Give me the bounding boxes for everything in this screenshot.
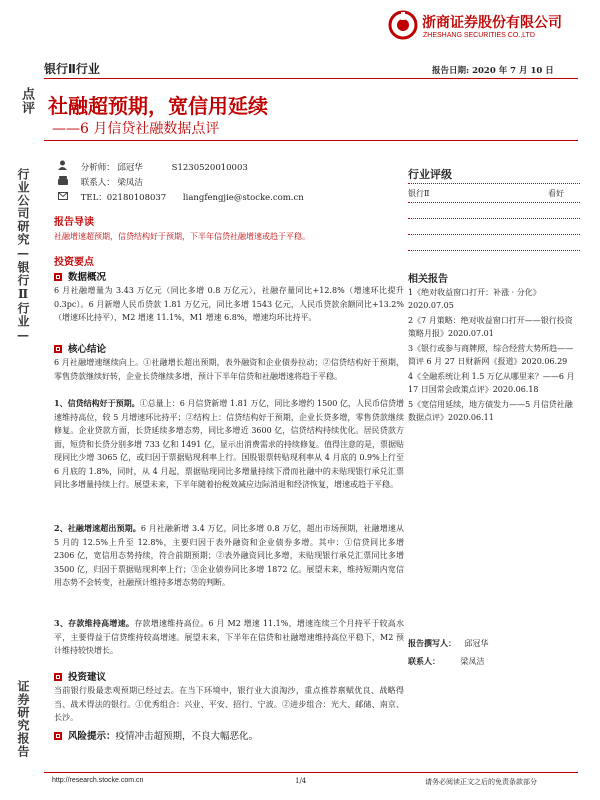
risk-text: 疫情冲击超预期，不良大幅恶化。 (115, 731, 259, 742)
industry-tag: 银行Ⅱ行业 (44, 62, 100, 76)
rating-rule (408, 202, 580, 203)
related-report-link[interactable]: 3《银行或参与商牌照，综合经营大势所趋——简评 6 月 27 日财新网《报道》2020.06.29 (408, 344, 574, 366)
email-link[interactable]: liangfengjie@stocke.com.cn (182, 193, 304, 203)
risk-row (54, 728, 404, 742)
related-list (408, 286, 580, 426)
guide-text: 社融增速超预期，信贷结构好于预期，下半年信贷社融增速或趋于平稳。 (54, 232, 310, 241)
page-subtitle: ——6 月信贷社融数据点评 (52, 121, 220, 137)
contact-role: 联系人： (80, 178, 115, 188)
tel-text: TEL：02180108037 (80, 193, 167, 203)
related-report-link[interactable]: 4《全融系统让利 1.5 万亿从哪里来？——6 月 17 日国常会政策点评》2020.06.18 (408, 372, 575, 394)
item3-paragraph (54, 617, 404, 658)
suggestion-text: 当前银行股最悲观预期已经过去。在当下环境中，银行业大浪淘沙，重点推荐禀赋优良、战略得当、战术得法的银行。①优秀组合：兴业、平安、招行、宁波。②进步组合：光大、邮储、南京、长沙。 (54, 686, 404, 722)
footer-disclaimer: 请务必阅读正文之后的免责条款部分 (425, 778, 537, 786)
person-icon (58, 160, 78, 176)
related-report-link[interactable]: 2《7 月策略：绝对收益窗口打开——银行投资策略月报》2020.07.01 (408, 316, 573, 338)
item2-paragraph (54, 522, 404, 590)
item1-paragraph (54, 397, 404, 492)
item1-lead: 1、信贷结构好于预期。 (54, 398, 140, 408)
suggestion-heading: 投资建议 (54, 669, 106, 683)
page-title: 社融超预期，宽信用延续 (48, 94, 268, 118)
related-heading: 相关报告 (408, 274, 448, 285)
square-bullet-icon (54, 673, 62, 681)
footer-rule (44, 772, 578, 773)
title-rule (44, 140, 578, 141)
tel-row (58, 191, 398, 206)
overview-heading: 数据概况 (54, 269, 106, 283)
rating-rule (408, 250, 580, 251)
contact-row (58, 176, 398, 191)
analyst-row (58, 160, 398, 176)
item1-text: ①总量上：6 月信贷新增 1.81 万亿，同比多增约 1500 亿，人民币信贷增速维持高位，较 5 月增速环比持平；②结构上：信贷结构好于预期，企业长贷多增，零售贷款继续修复。企业贷款方面，长贷延续多增态势，同比多增近 3600 亿，信贷结构持续优化。居民贷款方面，短贷和长贷分别多增 733 亿和 1491 亿，显示出消费需求的持续修复。值得注意的是，票据贴现同比少增 3065 亿，或归因于票据贴现利率上行。国股银票转贴现利率从 4 月底的 0.9%上行至 6 月底的 1.8%，同时，从 4 月起，票据贴现同比多增量持续下滑而社融中的未贴现银行承兑汇票同比多增量持续上行。展望未来，下半年随着抬税效减应边际消退和经济恢复，增速或趋于平稳。 (54, 399, 404, 489)
header-rule (44, 78, 578, 79)
item2-text: 6 月社融新增 3.4 万亿，同比多增 0.8 万亿，超出市场预期，社融增速从 5 月的 12.5%上升至 12.8%，主要归因于表外融资和企业债券多增。其中：①信贷同比多增 2306 亿，宽信用态势持续，符合前期预期；②表外融资同比多增，未贴现银行承兑汇票同比多增 3500 亿，归因于票据贴现利率上行；③企业债券同比多增 1872 亿。展望未来，维持短期内宽信用态势不会转变，社融预计维持多增态势的判断。 (54, 524, 404, 587)
item3-text: 存款增速维持高位。6 月 M2 增速 11.1%，增速连续三个月持平于较高水平，主要得益于信贷维持较高增速。展望未来，下半年在信贷和社融增速维持高位平稳下，M2 预计维持较快增长。 (54, 619, 404, 655)
analyst-block (58, 160, 398, 206)
company-name-cn: 浙商证券股份有限公司 (422, 15, 562, 31)
report-contact: 梁凤洁 (460, 657, 485, 666)
rating-rule (408, 218, 580, 219)
rating-label: 银行Ⅱ (408, 189, 430, 198)
overview-text: 6 月社融增量为 3.43 万亿元（同比多增 0.8 万亿元），社融存量同比+12.8%（增速环比提升 0.3pc）。6 月新增人民币贷款 1.81 万亿元，同比多增 1543 亿元，人民币贷款余额同比+13.2%（增速环比持平），M2 增速 11.1%，M1 增速 6.8%，增速均环比持平。 (54, 286, 404, 322)
left-side-label: 行业公司研究—银行Ⅱ行业— (16, 168, 30, 343)
points-heading: 投资要点 (54, 257, 94, 268)
page-number: 1/4 (295, 777, 307, 785)
footer-url[interactable]: http://research.stocke.com.cn (52, 777, 144, 784)
analyst-role: 分析师： (80, 163, 115, 173)
related-report-link[interactable]: 5《宽信用延续，地方债发力——5 月信贷社融数据点评》2020.06.11 (408, 400, 573, 422)
conclusion-heading: 核心结论 (54, 341, 106, 355)
report-date: 报告日期: 2020 年 7 月 10 日 (432, 66, 554, 76)
guide-heading: 报告导读 (54, 217, 94, 228)
square-bullet-icon (54, 273, 62, 281)
analyst-license: S1230520010003 (171, 163, 248, 173)
square-bullet-icon (54, 345, 62, 353)
company-name-en: ZHESHANG SECURITIES CO.,LTD (423, 32, 535, 39)
analyst-name: 邱冠华 (117, 163, 143, 173)
item2-lead: 2、社融增速超出预期。 (54, 523, 141, 533)
rating-rule-top (408, 183, 580, 184)
side-tag: 点评 (19, 87, 34, 115)
left-bottom-label: 证券研究报告 (16, 680, 30, 758)
company-logo (388, 10, 418, 40)
report-contact-row (408, 656, 485, 667)
rating-value: 看好 (548, 189, 564, 198)
square-bullet-icon (54, 732, 62, 740)
report-author-row (408, 638, 489, 649)
risk-heading: 风险提示： (68, 731, 116, 742)
mail-icon (58, 191, 78, 206)
report-author: 邱冠华 (464, 639, 489, 648)
related-report-link[interactable]: 1《绝对收益窗口打开：补涨 · 分化》2020.07.05 (408, 288, 541, 310)
contact-name: 梁凤洁 (117, 178, 143, 188)
item3-lead: 3、存款维持高增速。 (54, 618, 135, 628)
report-contact-label: 联系人： (408, 656, 440, 666)
report-author-label: 报告撰写人： (408, 638, 456, 648)
conclusion-text: 6 月社融增速继续向上。①社融增长超出预期，表外融资和企业债券拉动；②信贷结构好于预期，零售贷款继续好转，企业长贷继续多增，预计下半年信贷和社融增速将趋于平稳。 (54, 358, 404, 381)
rating-heading: 行业评级 (408, 168, 452, 181)
rating-rule (408, 234, 580, 235)
phone-icon (58, 176, 78, 191)
